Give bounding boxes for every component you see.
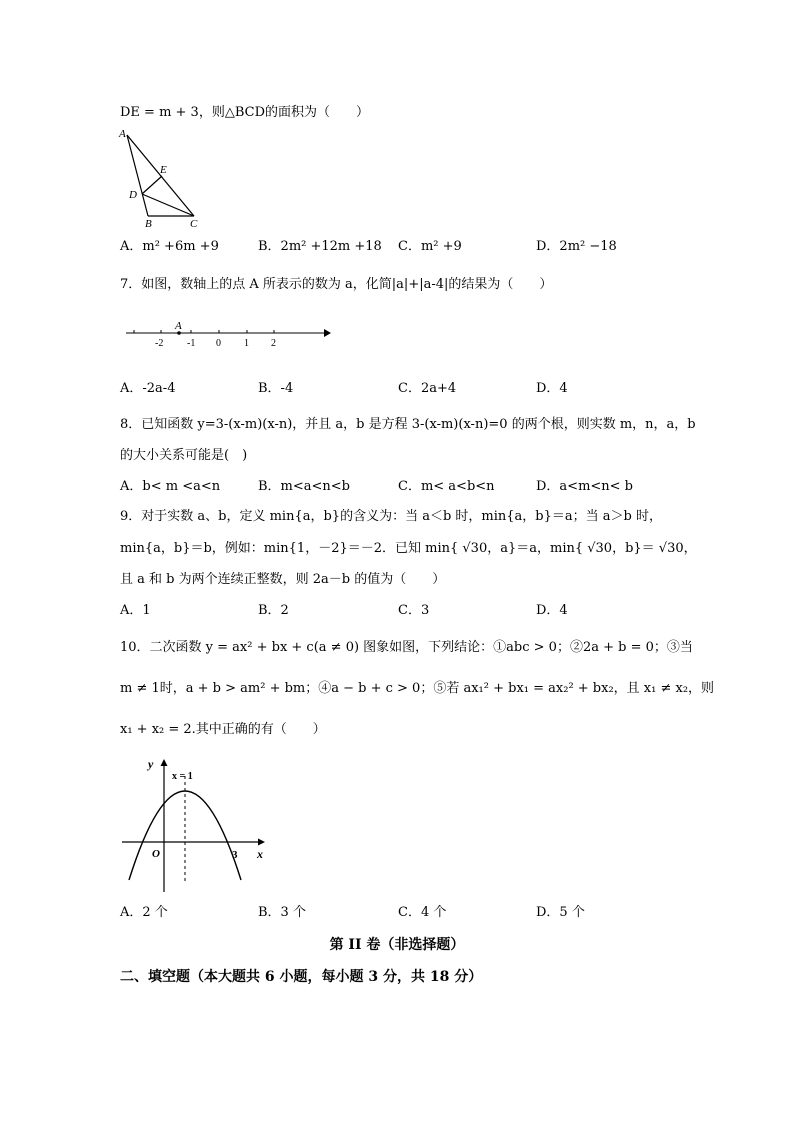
q7-tick-2: 2 bbox=[271, 338, 276, 349]
q10-stem-line1: 10．二次函数 y = ax² + bx + c(a ≠ 0) 图象如图，下列结论：①abc > 0；②2a + b = 0；③当 bbox=[120, 640, 693, 655]
q10-option-d: D．5 个 bbox=[536, 905, 585, 920]
section-title: 第 II 卷（非选择题） bbox=[329, 937, 465, 953]
q8-option-d: D．a<m<n< b bbox=[536, 479, 634, 494]
q6-option-c: C．m² +9 bbox=[398, 239, 462, 254]
q9-option-a: A．1 bbox=[120, 603, 151, 618]
q10-stem-line3: x₁ + x₂ = 2.其中正确的有（ ） bbox=[120, 722, 326, 737]
q6-label-C: C bbox=[190, 218, 198, 230]
q9-option-d: D．4 bbox=[536, 603, 568, 618]
q7-option-b: B．-4 bbox=[258, 381, 294, 396]
q8-option-a: A．b< m <a<n bbox=[120, 479, 221, 494]
q10-symmetry-label: x = 1 bbox=[172, 771, 193, 782]
q10-option-c: C．4 个 bbox=[398, 905, 447, 920]
q8-stem-line1: 8．已知函数 y=3-(x-m)(x-n)，并且 a，b 是方程 3-(x-m)(x-n)=0 的两个根，则实数 m，n，a，b bbox=[120, 417, 696, 432]
q6-label-E: E bbox=[160, 164, 167, 176]
q8-option-c: C．m< a<b<n bbox=[398, 479, 495, 494]
q6-option-a: A．m² +6m +9 bbox=[120, 239, 219, 254]
q10-stem-line2: m ≠ 1时，a + b > am² + bm；④a − b + c > 0；⑤若 ax₁² + bx₁ = ax₂² + bx₂，且 x₁ ≠ x₂，则 bbox=[120, 681, 715, 696]
q10-option-a: A．2 个 bbox=[120, 905, 168, 920]
q7-option-c: C．2a+4 bbox=[398, 381, 457, 396]
q7-tick-0: 0 bbox=[216, 338, 221, 349]
q9-option-c: C．3 bbox=[398, 603, 430, 618]
q9-option-b: B．2 bbox=[258, 603, 289, 618]
q9-stem-line1: 9．对于实数 a、b，定义 min{a，b}的含义为：当 a＜b 时，min{a，b}＝a；当 a＞b 时， bbox=[120, 509, 662, 524]
q10-root-label: 3 bbox=[232, 849, 238, 861]
q6-triangle-figure bbox=[116, 126, 206, 230]
q6-stem-tail: DE = m + 3，则△BCD的面积为（ ） bbox=[120, 105, 369, 120]
q6-option-d: D．2m² −18 bbox=[536, 239, 617, 254]
q7-tick-1: 1 bbox=[244, 338, 249, 349]
q10-y-axis-label: y bbox=[148, 757, 154, 771]
q7-stem: 7．如图，数轴上的点 A 所表示的数为 a，化简|a|+|a-4|的结果为（ ） bbox=[120, 277, 553, 292]
q6-label-A: A bbox=[119, 128, 126, 140]
q6-label-B: B bbox=[145, 218, 152, 230]
q7-tick-minus2: -2 bbox=[155, 338, 164, 349]
q10-origin-label: O bbox=[152, 848, 160, 860]
q8-option-b: B．m<a<n<b bbox=[258, 479, 351, 494]
q7-point-a-label: A bbox=[175, 320, 182, 332]
q6-label-D: D bbox=[129, 189, 137, 201]
q7-tick-minus1: -1 bbox=[187, 338, 196, 349]
part2-heading: 二、填空题（本大题共 6 小题，每小题 3 分，共 18 分） bbox=[120, 969, 483, 985]
q7-number-line bbox=[124, 318, 334, 350]
q6-option-b: B．2m² +12m +18 bbox=[258, 239, 382, 254]
q7-option-d: D．4 bbox=[536, 381, 568, 396]
q9-stem-line2: min{a，b}＝b，例如：min{1，－2}＝－2．已知 min{ √30，a}＝a，min{ √30，b}＝ √30， bbox=[120, 541, 697, 556]
q9-stem-line3: 且 a 和 b 为两个连续正整数，则 2a－b 的值为（ ） bbox=[120, 572, 446, 587]
q10-x-axis-label: x bbox=[257, 847, 263, 861]
q7-option-a: A．-2a-4 bbox=[120, 381, 176, 396]
q8-stem-line2: 的大小关系可能是( ) bbox=[120, 448, 248, 463]
q10-option-b: B．3 个 bbox=[258, 905, 306, 920]
q10-parabola-graph bbox=[118, 754, 278, 896]
